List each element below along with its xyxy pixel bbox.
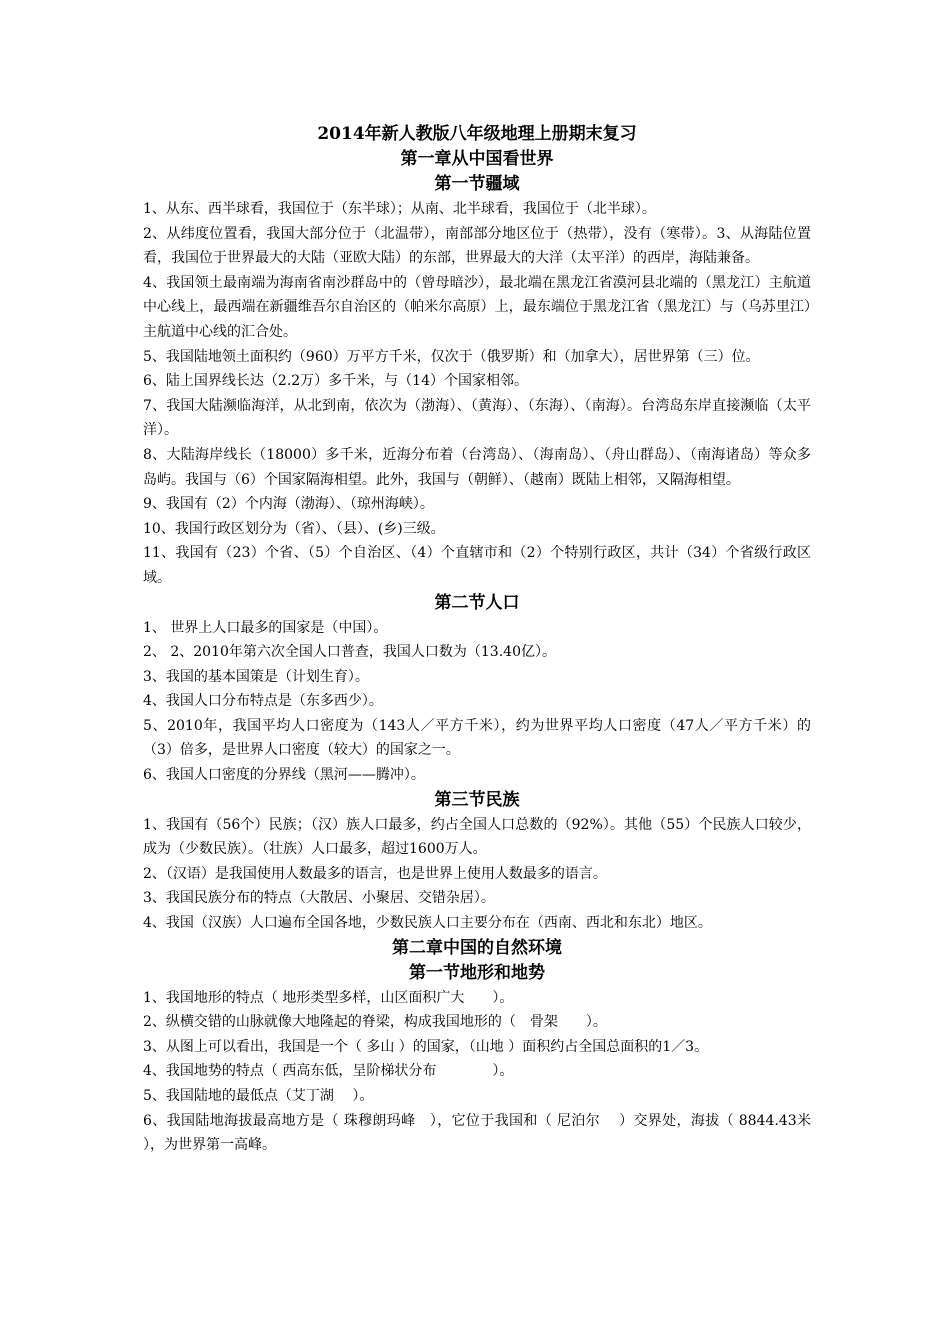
paragraph: 3、我国的基本国策是（计划生育）。 [143,668,369,685]
paragraph: 11、我国有（23）个省、（5）个自治区、（4）个直辖市和（2）个特别行政区，共计（34）个省级行政区域。 [143,545,811,586]
paragraph: 4、我国领土最南端为海南省南沙群岛中的（曾母暗沙），最北端在黑龙江省漠河县北端的（黑龙江）主航道中心线上，最西端在新疆维吾尔自治区的（帕米尔高原）上，最东端位于黑龙江省（黑龙江）与（乌苏里江）主航道中心线的汇合处。 [143,274,811,340]
paragraph: 2、（汉语）是我国使用人数最多的语言，也是世界上使用人数最多的语言。 [143,865,607,882]
paragraph: 6、我国陆地海拔最高地方是（ 珠穆朗玛峰 ），它位于我国和（ 尼泊尔 ）交界处，海拔（ 8844.43米 ），为世界第一高峰。 [143,1112,867,1154]
paragraph: 4、我国（汉族）人口遍布全国各地，少数民族人口主要分布在（西南、西北和东北）地区。 [143,915,712,932]
paragraph: 6、陆上国界线长达（2.2万）多千米，与（14）个国家相邻。 [143,373,528,390]
document-title: 2014年新人教版八年级地理上册期末复习 [317,124,637,144]
paragraph: 5、2010年，我国平均人口密度为（143人／平方千米），约为世界平均人口密度（47人／平方千米）的（3）倍多，是世界人口密度（较大）的国家之一。 [143,717,811,759]
paragraph: 10、我国行政区划分为（省）、（县）、(乡)三级。 [143,520,445,537]
section-heading: 第二节人口 [434,592,520,613]
document-body [143,122,867,1158]
section-heading: 第一节地形和地势 [409,962,545,983]
document-content [143,147,867,1158]
paragraph: 2、纵横交错的山脉就像大地隆起的脊梁，构成我国地形的（ 骨架 ）。 [143,1014,607,1031]
paragraph: 1、从东、西半球看，我国位于（东半球）；从南、北半球看，我国位于（北半球）。 [143,201,656,217]
section-heading: 第三节民族 [434,789,520,810]
paragraph: 3、我国民族分布的特点（大散居、小聚居、交错杂居）。 [143,890,495,907]
paragraph: 9、我国有（2）个内海（渤海）、（琼州海峡）。 [143,496,434,513]
section-heading: 第一章从中国看世界 [400,149,554,169]
paragraph: 3、从图上可以看出，我国是一个（ 多山 ）的国家，（山地 ）面积约占全国总面积的1／3。 [143,1038,709,1055]
paragraph: 8、大陆海岸线长（18000）多千米，近海分布着（台湾岛）、（海南岛）、（舟山群岛）、（南海诸岛）等众多岛屿。我国与（6）个国家隔海相望。此外，我国与（朝鲜）、（越南）既陆上相邻，又隔海相望。 [143,446,811,488]
paragraph: 5、我国陆地的最低点（艾丁湖 ）。 [143,1088,374,1104]
paragraph: 2、从纬度位置看，我国大部分位于（北温带），南部部分地区位于（热带），没有（寒带）。3、从海陆位置看，我国位于世界最大的大陆（亚欧大陆）的东部，世界最大的大洋（太平洋）的西岸，海陆兼备。 [143,225,811,267]
paragraph: 1、 世界上人口最多的国家是（中国）。 [143,619,388,636]
paragraph: 4、我国人口分布特点是（东多西少）。 [143,693,383,710]
paragraph: 1、我国有（56个）民族；（汉）族人口最多，约占全国人口总数的（92%）。其他（55）个民族人口较少，成为（少数民族）。（壮族）人口最多，超过1600万人。 [143,816,811,858]
paragraph: 5、我国陆地领土面积约（960）万平方千米，仅次于（俄罗斯）和（加拿大），居世界第（三）位。 [143,348,760,365]
section-heading: 第二章中国的自然环境 [392,937,562,958]
paragraph: 6、我国人口密度的分界线（黑河——腾冲）。 [143,767,425,784]
paragraph: 2、 2、2010年第六次全国人口普查，我国人口数为（13.40亿）。 [143,644,556,661]
section-heading: 第一节疆域 [434,174,520,194]
paragraph: 1、我国地形的特点（ 地形类型多样，山区面积广大 ）。 [143,989,514,1006]
paragraph: 7、我国大陆濒临海洋，从北到南，依次为（渤海）、（黄海）、（东海）、（南海）。台湾岛东岸直接濒临（太平洋）。 [143,397,811,439]
paragraph: 4、我国地势的特点（ 西高东低，呈阶梯状分布 ）。 [143,1063,514,1080]
